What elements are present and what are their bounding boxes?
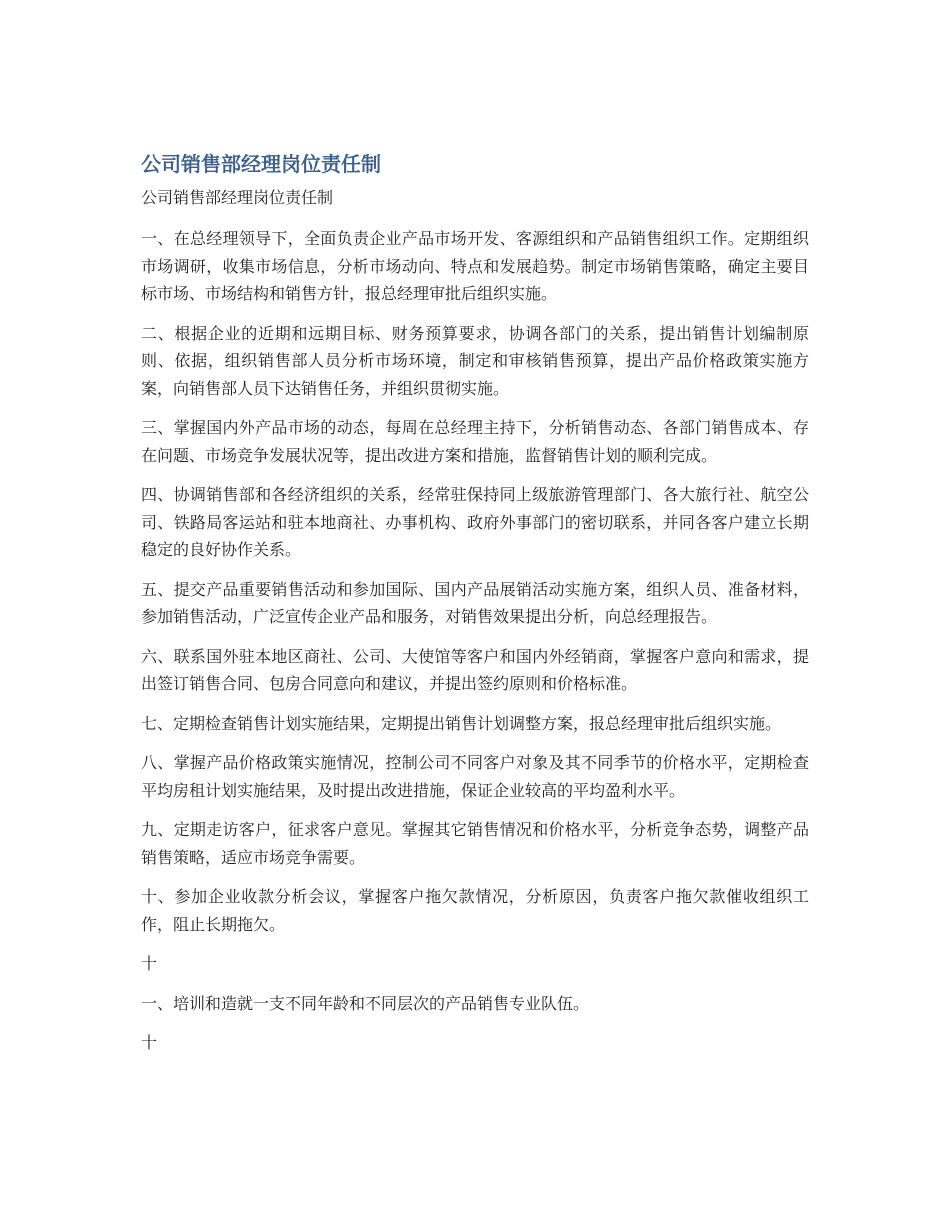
paragraph-4: 四、协调销售部和各经济组织的关系，经常驻保持同上级旅游管理部门、各大旅行社、航空公司、铁路局客运站和驻本地商社、办事机构、政府外事部门的密切联系，并同各客户建立长期稳定的良好协作关系。 <box>141 485 809 559</box>
paragraph-6: 六、联系国外驻本地区商社、公司、大使馆等客户和国内外经销商，掌握客户意向和需求，提出签订销售合同、包房合同意向和建议，并提出签约原则和价格标准。 <box>141 646 809 693</box>
paragraph-1: 一、在总经理领导下，全面负责企业产品市场开发、客源组织和产品销售组织工作。定期组织市场调研，收集市场信息，分析市场动向、特点和发展趋势。制定市场销售策略，确定主要目标市场、市场结构和销售方针，报总经理审批后组织实施。 <box>141 229 809 303</box>
paragraph-9: 九、定期走访客户，征求客户意见。掌握其它销售情况和价格水平，分析竞争态势，调整产品销售策略，适应市场竞争需要。 <box>141 820 809 867</box>
paragraph-8: 八、掌握产品价格政策实施情况，控制公司不同客户对象及其不同季节的价格水平，定期检查平均房租计划实施结果，及时提出改进措施，保证企业较高的平均盈利水平。 <box>141 753 809 800</box>
paragraph-2: 二、根据企业的近期和远期目标、财务预算要求，协调各部门的关系，提出销售计划编制原则、依据，组织销售部人员分析市场环境，制定和审核销售预算，提出产品价格政策实施方案，向销售部人员下达销售任务，并组织贯彻实施。 <box>141 323 809 398</box>
paragraph-3: 三、掌握国内外产品市场的动态，每周在总经理主持下，分析销售动态、各部门销售成本、存在问题、市场竞争发展状况等，提出改进方案和措施，监督销售计划的顺利完成。 <box>141 418 809 465</box>
document-subtitle: 公司销售部经理岗位责任制 <box>141 188 334 207</box>
paragraph-10: 十、参加企业收款分析会议，掌握客户拖欠款情况，分析原因，负责客户拖欠款催收组织工作，阻止长期拖欠。 <box>141 887 809 934</box>
paragraph-12: 一、培训和造就一支不同年龄和不同层次的产品销售专业队伍。 <box>141 993 590 1013</box>
paragraph-7: 七、定期检查销售计划实施结果，定期提出销售计划调整方案，报总经理审批后组织实施。 <box>141 713 782 733</box>
paragraph-5: 五、提交产品重要销售活动和参加国际、国内产品展销活动实施方案，组织人员、准备材料，参加销售活动，广泛宣传企业产品和服务，对销售效果提出分析，向总经理报告。 <box>141 579 809 626</box>
document-title: 公司销售部经理岗位责任制 <box>141 152 381 176</box>
paragraph-13: 十 <box>141 1033 158 1052</box>
paragraph-11: 十 <box>141 954 158 973</box>
document-body <box>141 148 809 1069</box>
